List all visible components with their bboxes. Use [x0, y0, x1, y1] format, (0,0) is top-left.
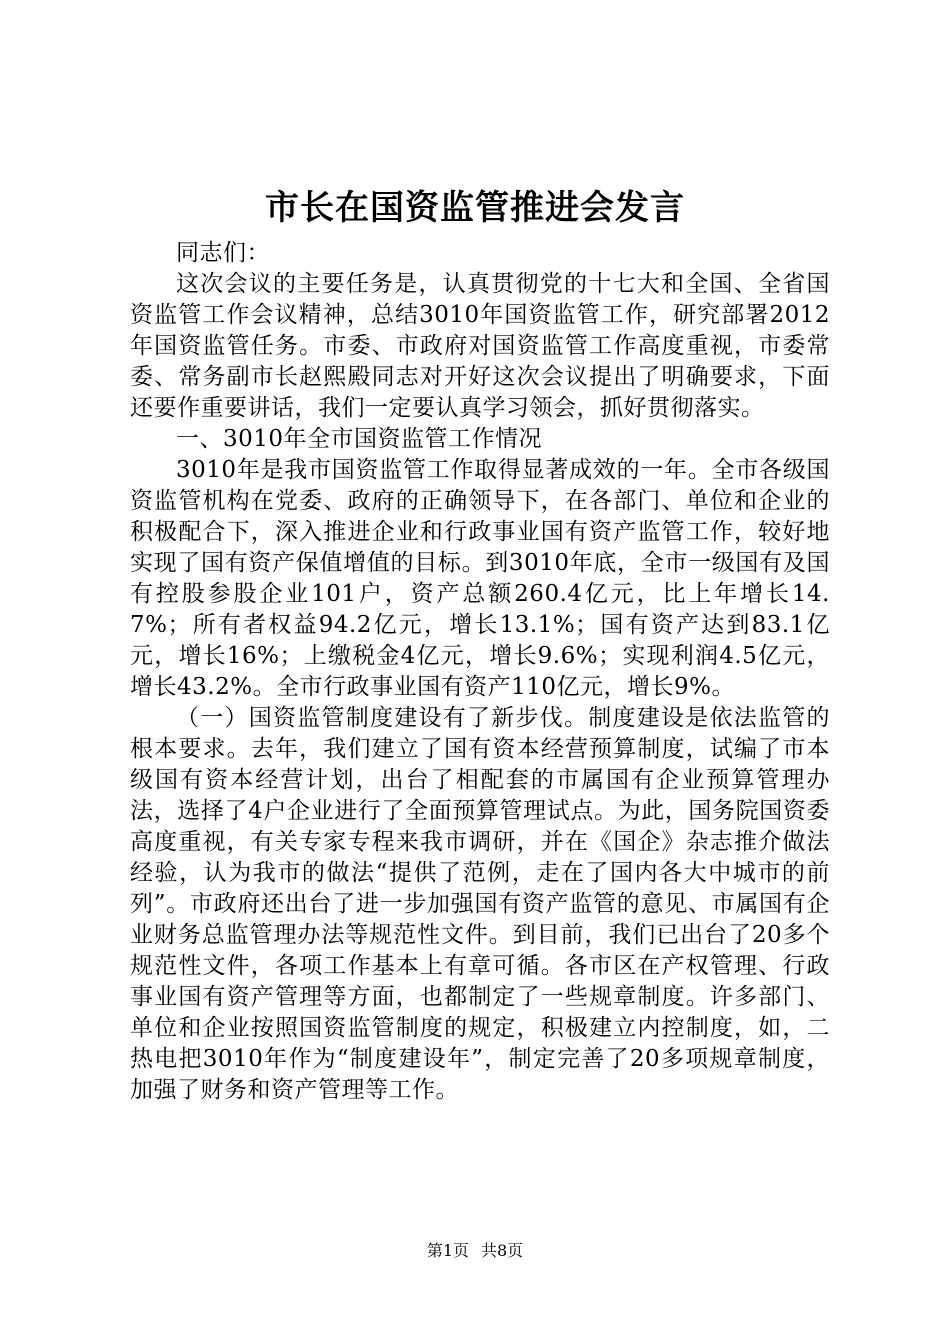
- summary-paragraph: 3010年是我市国资监管工作取得显著成效的一年。全市各级国资监管机构在党委、政府的正确领导下，在各部门、单位和企业的积极配合下，深入推进企业和行政事业国有资产监管工作，较好地实现了国有资产保值增值的目标。到3010年底，全市一级国有及国有控股参股企业101户，资产总额260.4亿元，比上年增长14.7%；所有者权益94.2亿元，增长13.1%；国有资产达到83.1亿元，增长16%；上缴税金4亿元，增长9.6%；实现利润4.5亿元，增长43.2%。全市行政事业国有资产110亿元，增长9%。: [130, 457, 830, 700]
- intro-paragraph: 这次会议的主要任务是，认真贯彻党的十七大和全国、全省国资监管工作会议精神，总结3010年国资监管工作，研究部署2012年国资监管任务。市委、市政府对国资监管工作高度重视，市委常委、常务副市长赵熙殿同志对开好这次会议提出了明确要求，下面还要作重要讲话，我们一定要认真学习领会，抓好贯彻落实。: [130, 271, 830, 421]
- document-body: [130, 238, 830, 1106]
- page-number: 第1页: [426, 1241, 469, 1260]
- subsection-paragraph: （一）国资监管制度建设有了新步伐。制度建设是依法监管的根本要求。去年，我们建立了国有资本经营预算制度，试编了市本级国有资本经营计划，出台了相配套的市属国有企业预算管理办法，选择了4户企业进行了全面预算管理试点。为此，国务院国资委高度重视，有关专家专程来我市调研，并在《国企》杂志推介做法经验，认为我市的做法“提供了范例，走在了国内各大中城市的前列”。市政府还出台了进一步加强国有资产监管的意见、市属国有企业财务总监管理办法等规范性文件。到目前，我们已出台了20多个规范性文件，各项工作基本上有章可循。各市区在产权管理、行政事业国有资产管理等方面，也都制定了一些规章制度。许多部门、单位和企业按照国资监管制度的规定，积极建立内控制度，如，二热电把3010年作为“制度建设年”，制定完善了20多项规章制度，加强了财务和资产管理等工作。: [130, 705, 830, 1103]
- document-title: 市长在国资监管推进会发言: [265, 188, 685, 228]
- section-heading: 一、3010年全市国资监管工作情况: [176, 426, 543, 452]
- page-total: 共8页: [481, 1241, 524, 1260]
- page-footer: [0, 1241, 950, 1261]
- salutation-paragraph: 同志们：: [176, 240, 270, 266]
